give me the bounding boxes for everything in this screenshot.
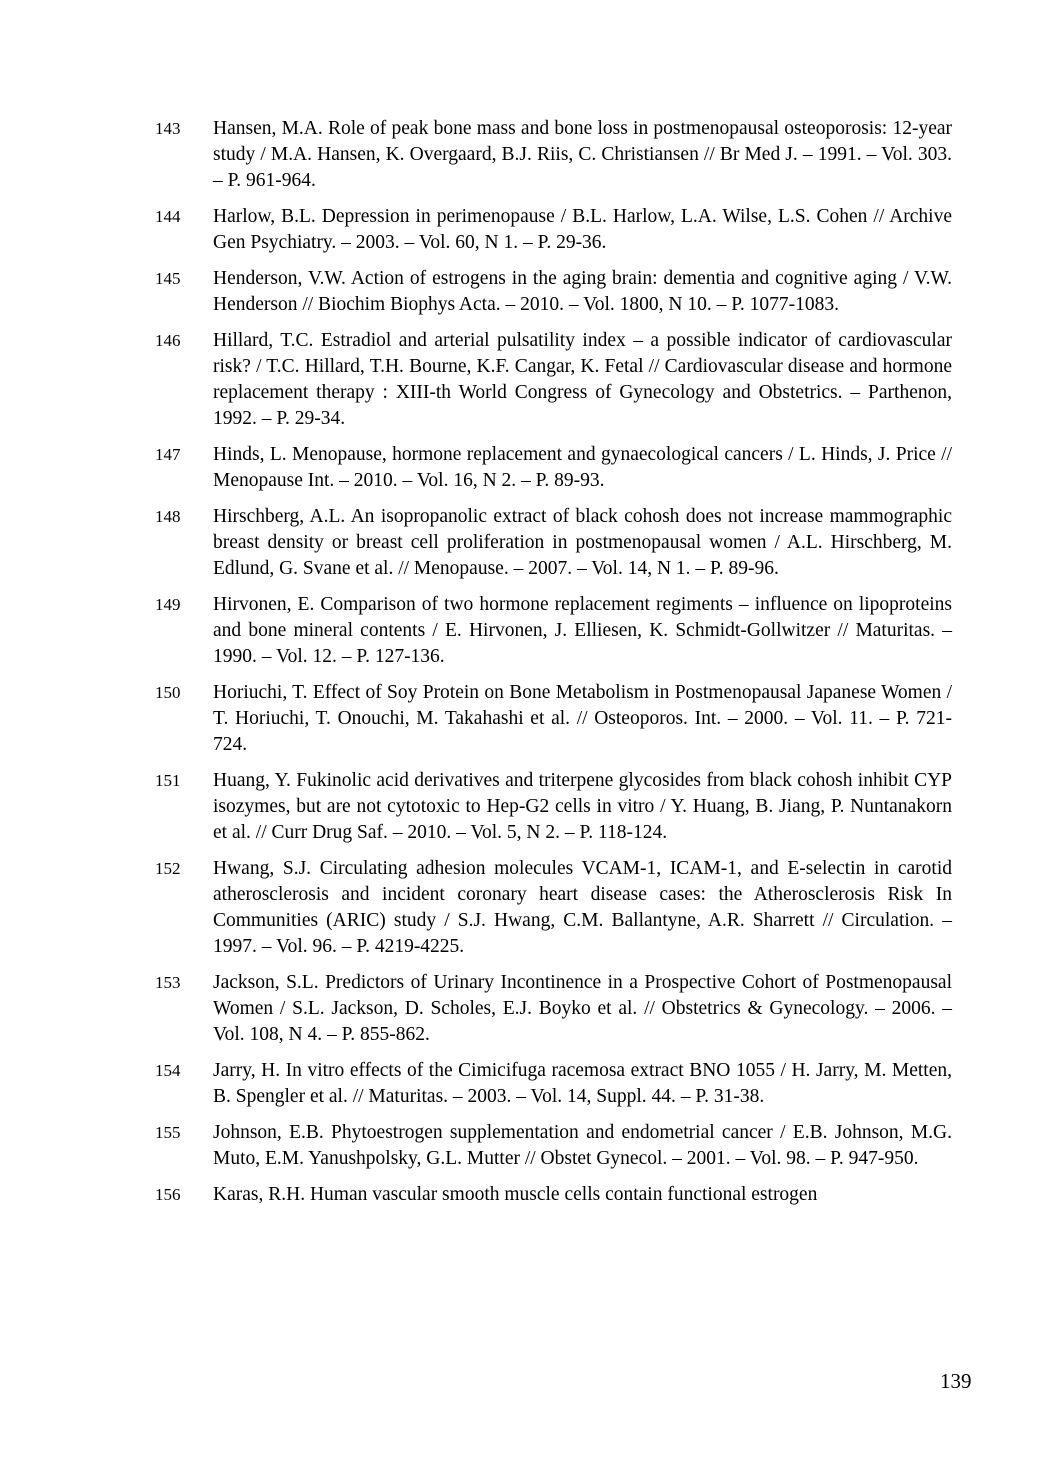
reference-text: Hirvonen, E. Comparison of two hormone replacement regiments – influence on lipoproteins and bone mineral contents / E. Hirvonen, J. Elliesen, K. Schmidt-Gollwitzer // Maturitas. – 1990. – Vol. 12. – P. 127-136. xyxy=(213,594,952,667)
reference-number: 145 xyxy=(155,269,181,288)
reference-number: 156 xyxy=(155,1185,181,1204)
reference-text: Johnson, E.B. Phytoestrogen supplementation and endometrial cancer / E.B. Johnson, M.G. Muto, E.M. Yanushpolsky, G.L. Mutter // Obstet Gynecol. – 2001. – Vol. 98. – P. 947-950. xyxy=(213,1122,952,1169)
reference-text: Horiuchi, T. Effect of Soy Protein on Bone Metabolism in Postmenopausal Japanese Women / T. Horiuchi, T. Onouchi, M. Takahashi et al. // Osteoporos. Int. – 2000. – Vol. 11. – P. 721-724. xyxy=(213,682,952,755)
reference-item xyxy=(155,116,952,194)
reference-item xyxy=(155,1120,952,1172)
reference-item xyxy=(155,204,952,256)
reference-number: 144 xyxy=(155,207,181,226)
reference-number: 153 xyxy=(155,973,181,992)
reference-text: Henderson, V.W. Action of estrogens in the aging brain: dementia and cognitive aging / V.W. Henderson // Biochim Biophys Acta. – 2010. – Vol. 1800, N 10. – P. 1077-1083. xyxy=(213,268,952,315)
reference-item xyxy=(155,680,952,758)
reference-text: Jarry, H. In vitro effects of the Cimicifuga racemosa extract BNO 1055 / H. Jarry, M. Metten, B. Spengler et al. // Maturitas. – 2003. – Vol. 14, Suppl. 44. – P. 31-38. xyxy=(213,1060,952,1107)
reference-text: Hirschberg, A.L. An isopropanolic extract of black cohosh does not increase mammographic breast density or breast cell proliferation in postmenopausal women / A.L. Hirschberg, M. Edlund, G. Svane et al. // Menopause. – 2007. – Vol. 14, N 1. – P. 89-96. xyxy=(213,506,952,579)
reference-number: 148 xyxy=(155,507,181,526)
reference-number: 149 xyxy=(155,595,181,614)
reference-item xyxy=(155,442,952,494)
reference-item xyxy=(155,1058,952,1110)
reference-item xyxy=(155,856,952,960)
reference-text: Hillard, T.C. Estradiol and arterial pulsatility index – a possible indicator of cardiovascular risk? / T.C. Hillard, T.H. Bourne, K.F. Cangar, K. Fetal // Cardiovascular disease and hormone replacement therapy : XIII-th World Congress of Gynecology and Obstetrics. – Parthenon, 1992. – P. 29-34. xyxy=(213,330,952,429)
reference-number: 146 xyxy=(155,331,181,350)
reference-number: 143 xyxy=(155,119,181,138)
reference-item xyxy=(155,504,952,582)
reference-item xyxy=(155,328,952,432)
reference-text: Hinds, L. Menopause, hormone replacement and gynaecological cancers / L. Hinds, J. Price // Menopause Int. – 2010. – Vol. 16, N 2. – P. 89-93. xyxy=(213,444,952,491)
reference-item xyxy=(155,266,952,318)
reference-number: 150 xyxy=(155,683,181,702)
reference-number: 147 xyxy=(155,445,181,464)
reference-item xyxy=(155,592,952,670)
reference-text: Harlow, B.L. Depression in perimenopause / B.L. Harlow, L.A. Wilse, L.S. Cohen // Archive Gen Psychiatry. – 2003. – Vol. 60, N 1. – P. 29-36. xyxy=(213,206,952,253)
reference-item xyxy=(155,1182,952,1208)
reference-text: Hwang, S.J. Circulating adhesion molecules VCAM-1, ICAM-1, and E-selectin in carotid atherosclerosis and incident coronary heart disease cases: the Atherosclerosis Risk In Communities (ARIC) study / S.J. Hwang, C.M. Ballantyne, A.R. Sharrett // Circulation. – 1997. – Vol. 96. – P. 4219-4225. xyxy=(213,858,952,957)
reference-item xyxy=(155,768,952,846)
reference-text: Huang, Y. Fukinolic acid derivatives and triterpene glycosides from black cohosh inhibit CYP isozymes, but are not cytotoxic to Hep-G2 cells in vitro / Y. Huang, B. Jiang, P. Nuntanakorn et al. // Curr Drug Saf. – 2010. – Vol. 5, N 2. – P. 118-124. xyxy=(213,770,952,843)
reference-number: 154 xyxy=(155,1061,181,1080)
reference-list xyxy=(155,116,952,1218)
reference-text: Jackson, S.L. Predictors of Urinary Incontinence in a Prospective Cohort of Postmenopausal Women / S.L. Jackson, D. Scholes, E.J. Boyko et al. // Obstetrics & Gynecology. – 2006. – Vol. 108, N 4. – P. 855-862. xyxy=(213,972,952,1045)
reference-text: Hansen, M.A. Role of peak bone mass and bone loss in postmenopausal osteoporosis: 12-year study / M.A. Hansen, K. Overgaard, B.J. Riis, C. Christiansen // Br Med J. – 1991. – Vol. 303. – P. 961-964. xyxy=(213,118,952,191)
page-number: 139 xyxy=(940,1369,972,1393)
reference-number: 152 xyxy=(155,859,181,878)
reference-text: Karas, R.H. Human vascular smooth muscle cells contain functional estrogen xyxy=(213,1184,818,1205)
reference-item xyxy=(155,970,952,1048)
reference-number: 155 xyxy=(155,1123,181,1142)
reference-number: 151 xyxy=(155,771,181,790)
